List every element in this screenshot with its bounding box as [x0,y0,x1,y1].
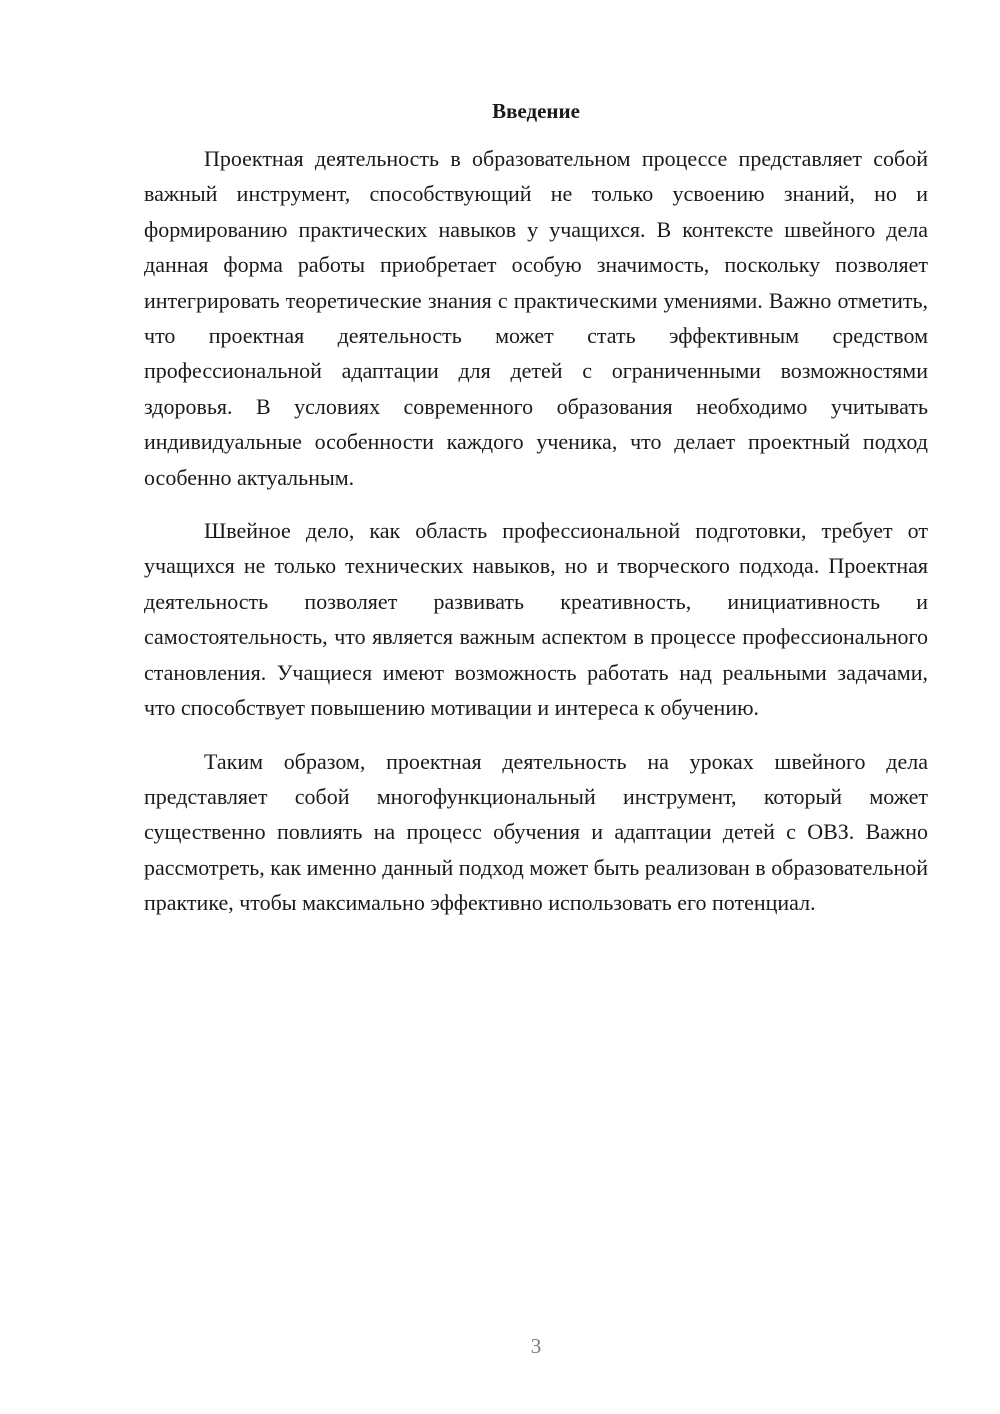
paragraph-2: Швейное дело, как область профессиональной подготовки, требует от учащихся не только технических навыков, но и творческого подхода. Проектная деятельность позволяет развивать креативность, инициативность и самостоятельность, что является важным аспектом в процессе профессионального становления. Учащиеся имеют возможность работать над реальными задачами, что способствует повышению мотивации и интереса к обучению. [144,518,928,721]
paragraph-1: Проектная деятельность в образовательном процессе представляет собой важный инструмент, способствующий не только усвоению знаний, но и формированию практических навыков у учащихся. В контексте швейного дела данная форма работы приобретает особую значимость, поскольку позволяет интегрировать теоретические знания с практическими умениями. Важно отметить, что проектная деятельность может стать эффективным средством профессиональной адаптации для детей с ограниченными возможностями здоровья. В условиях современного образования необходимо учитывать индивидуальные особенности каждого ученика, что делает проектный подход особенно актуальным. [144,146,928,490]
section-title: Введение [492,99,580,123]
document-body [144,141,928,939]
page-number: 3 [530,1334,542,1358]
paragraph-3: Таким образом, проектная деятельность на уроках швейного дела представляет собой многофункциональный инструмент, который может существенно повлиять на процесс обучения и адаптации детей с ОВЗ. Важно рассмотреть, как именно данный подход может быть реализован в образовательной практике, чтобы максимально эффективно использовать его потенциал. [144,748,928,916]
